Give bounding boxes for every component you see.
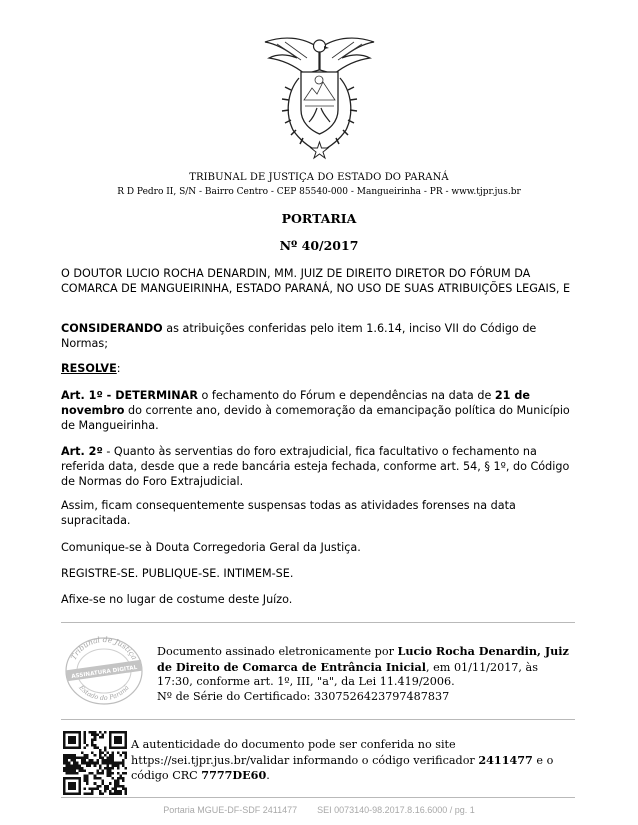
article-1-text-b: do corrente ano, devido à comemoração da emancipação política do Município de Mangueirinha. bbox=[61, 404, 570, 433]
coat-of-arms-emblem bbox=[257, 30, 382, 170]
signature-block bbox=[157, 644, 577, 704]
article-2-label: Art. 2º bbox=[61, 445, 103, 458]
considering-text: as atribuições conferidas pelo item 1.6.14, inciso VII do Código de Normas; bbox=[61, 322, 537, 351]
verification-code: 2411477 bbox=[478, 752, 533, 767]
resolve-label: RESOLVE bbox=[61, 362, 117, 375]
communicate-paragraph: Comunique-se à Douta Corregedoria Geral da Justiça. bbox=[61, 541, 361, 554]
seal-bottom-text: Estado do Paraná bbox=[77, 683, 131, 703]
seal-band-text: ASSINATURA DIGITAL bbox=[71, 664, 138, 681]
page-footer bbox=[0, 805, 638, 815]
article-1-text-a: o fechamento do Fórum e dependências na data de bbox=[197, 389, 495, 402]
footer-sei-ref: SEI 0073140-98.2017.8.16.6000 / pg. 1 bbox=[317, 805, 475, 815]
digital-signature-seal bbox=[60, 634, 148, 706]
institution-address: R D Pedro II, S/N - Bairro Centro - CEP 85540-000 - Mangueirinha - PR - www.tjpr.jus.br bbox=[117, 187, 521, 197]
article-2-paragraph bbox=[61, 444, 581, 490]
resolve-paragraph bbox=[61, 361, 581, 376]
verification-text-a: A autenticidade do documento pode ser conferida no site https://sei.tjpr.jus.br/validar informando o código verificador bbox=[131, 738, 479, 767]
intro-paragraph: O DOUTOR LUCIO ROCHA DENARDIN, MM. JUIZ DE DIREITO DIRETOR DO FÓRUM DA COMARCA DE MANGUEIRINHA, ESTADO PARANÁ, NO USO DE SUAS ATRIBUIÇÕES LEGAIS, E bbox=[61, 267, 571, 296]
article-1-date: 21 de novembro bbox=[61, 389, 530, 418]
verification-text-b: e o código CRC bbox=[131, 753, 554, 783]
signature-text-b: , em 01/11/2017, às 17:30, conforme art. 1º, III, "a", da Lei 11.419/2006. bbox=[157, 660, 538, 689]
signature-text-a: Documento assinado eletronicamente por bbox=[157, 645, 398, 658]
verification-block bbox=[131, 738, 581, 784]
footer-document-ref: Portaria MGUE-DF-SDF 2411477 bbox=[163, 805, 298, 815]
institution-name: TRIBUNAL DE JUSTIÇA DO ESTADO DO PARANÁ bbox=[189, 172, 449, 183]
crc-code: 7777DE60 bbox=[201, 768, 267, 783]
signature-separator-top bbox=[61, 622, 575, 623]
signer-name: Lucio Rocha Denardin, Juiz de Direito de Comarca de Entrância Inicial bbox=[157, 644, 569, 674]
article-1-paragraph bbox=[61, 388, 581, 434]
qr-code bbox=[63, 731, 127, 795]
verification-text-c: . bbox=[266, 769, 270, 783]
seal-top-text: Tribunal de Justiça bbox=[68, 634, 140, 662]
considering-paragraph bbox=[61, 321, 581, 351]
footer-separator bbox=[61, 797, 575, 798]
signature-separator-bottom bbox=[61, 719, 575, 720]
register-paragraph: REGISTRE-SE. PUBLIQUE-SE. INTIMEM-SE. bbox=[61, 567, 294, 580]
certificate-serial: Nº de Série do Certificado: 3307526423797487837 bbox=[157, 689, 450, 703]
resolve-suffix: : bbox=[116, 362, 121, 375]
document-title: PORTARIA bbox=[281, 211, 357, 226]
article-1-label: Art. 1º - DETERMINAR bbox=[61, 389, 198, 402]
post-paragraph: Afixe-se no lugar de costume deste Juízo. bbox=[61, 593, 293, 606]
document-number: Nº 40/2017 bbox=[279, 238, 359, 253]
considering-label: CONSIDERANDO bbox=[61, 322, 163, 335]
suspension-paragraph: Assim, ficam consequentemente suspensas todas as atividades forenses na data supracitada. bbox=[61, 499, 516, 528]
article-2-text: - Quanto às serventias do foro extrajudicial, fica facultativo o fechamento na referida data, desde que a rede bancária esteja fechada, conforme art. 54, § 1º, do Código de Normas do Foro Extrajudicial. bbox=[61, 445, 570, 489]
